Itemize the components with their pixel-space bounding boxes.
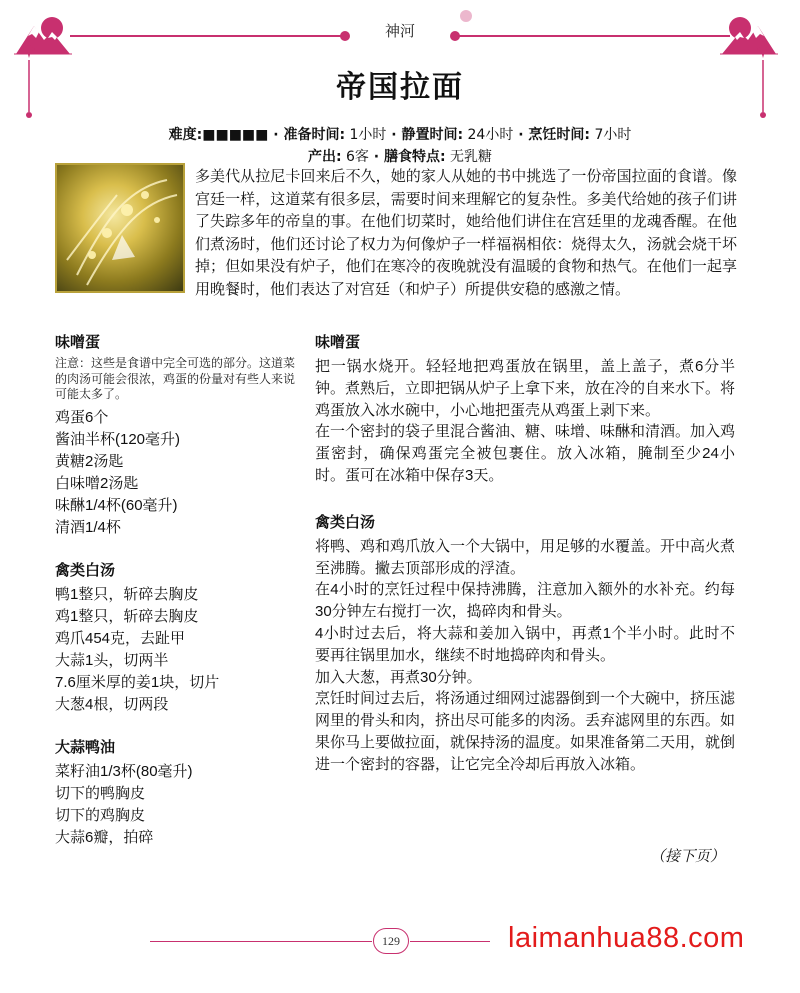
yield-value: 6客 — [341, 149, 369, 165]
ingredients-oil-title: 大蒜鸭油 — [55, 738, 116, 756]
ingredient-item: 酱油半杯(120毫升) — [55, 430, 181, 448]
prep-time-label: · 准备时间: — [268, 127, 346, 143]
prep-time-value: 1小时 — [345, 127, 387, 143]
ingredient-item: 鸭1整只，斩碎去胸皮 — [55, 585, 199, 603]
ingredient-item: 味醂1/4杯(60毫升) — [55, 496, 178, 514]
difficulty-rating: ■■■■■ — [202, 127, 269, 143]
directions-broth-title: 禽类白汤 — [315, 513, 376, 531]
direction-paragraph: 把一锅水烧开。轻轻地把鸡蛋放在锅里，盖上盖子，煮6分半钟。煮熟后，立即把锅从炉子上拿下来，放在冷的自来水下。将鸡蛋放入冰水碗中，小心地把蛋壳从鸡蛋上剥下来。 — [315, 358, 736, 419]
direction-paragraph: 4小时过去后，将大蒜和姜加入锅中，再煮1个半小时。此时不要再往锅里加水，继续不时地捣碎肉和骨头。 — [315, 624, 735, 664]
ingredient-item: 大葱4根，切两段 — [55, 695, 169, 713]
continued-note: （接下页） — [649, 847, 725, 865]
ingredient-item: 鸡蛋6个 — [55, 408, 109, 426]
ingredient-item: 7.6厘米厚的姜1块，切片 — [55, 673, 220, 691]
ingredients-egg-note: 注意：这些是食谱中完全可选的部分。这道菜的肉汤可能会很浓，鸡蛋的份量对有些人来说可能太多了。 — [55, 356, 296, 401]
rest-time-value: 24小时 — [463, 127, 514, 143]
yield-label: 产出: — [307, 149, 342, 165]
site-watermark: laimanhua88.com — [508, 922, 745, 954]
ingredient-item: 菜籽油1/3杯(80毫升) — [55, 762, 193, 780]
recipe-intro: 多美代从拉尼卡回来后不久，她的家人从她的书中挑选了一份帝国拉面的食谱。像宫廷一样，这道菜有很多层，需要时间来理解它的复杂性。多美代给她的孩子们讲了失踪多年的帝皇的事。在他们切菜时，她给他们讲住在宫廷里的龙魂香醒。在他们煮汤时，他们还讨论了权力为何像炉子一样福祸相依：烧得太久，汤就会烧干坏掉；但如果没有炉子，他们在寒冷的夜晚就没有温暖的食物和热气。在他们一起享用晚餐时，他们表达了对宫廷（和炉子）所提供安稳的感激之情。 — [195, 167, 737, 298]
recipe-title: 帝国拉面 — [336, 70, 464, 105]
ingredient-item: 清酒1/4杯 — [55, 518, 121, 536]
direction-paragraph: 烹饪时间过去后，将汤通过细网过滤器倒到一个大碗中，挤压滤网里的骨头和肉，挤出尽可能多的肉汤。丢弃滤网里的东西。如果你马上要做拉面，就保持汤的温度。如果准备第二天用，就倒进一个密封的容器，让它完全冷却后再放入冰箱。 — [315, 690, 736, 773]
directions-column — [315, 333, 735, 776]
direction-paragraph: 将鸭、鸡和鸡爪放入一个大锅中，用足够的水覆盖。开中高火煮至沸腾。撇去顶部形成的浮渣。 — [315, 537, 736, 577]
ingredient-item: 黄糖2汤匙 — [55, 452, 124, 470]
difficulty-label: 难度: — [168, 127, 203, 143]
chapter-title: 神河 — [384, 22, 415, 40]
ingredient-item: 大蒜6瓣，拍碎 — [55, 828, 154, 846]
recipe-meta-line1 — [0, 124, 800, 144]
cook-time-label: · 烹饪时间: — [513, 127, 591, 143]
rest-time-label: · 静置时间: — [386, 127, 464, 143]
dietary-value: 无乳糖 — [445, 149, 493, 165]
ingredient-item: 白味噌2汤匙 — [55, 474, 139, 492]
direction-paragraph: 在4小时的烹饪过程中保持沸腾，注意加入额外的水补充。约每30分钟左右搅打一次，捣碎肉和骨头。 — [315, 581, 735, 621]
ingredient-item: 鸡1整只，斩碎去胸皮 — [55, 607, 199, 625]
direction-paragraph: 在一个密封的袋子里混合酱油、糖、味增、味醂和清酒。加入鸡蛋密封，确保鸡蛋完全被包裹住。放入冰箱，腌制至少24小时。蛋可在冰箱中保存3天。 — [315, 423, 736, 484]
header-ornament-dot — [460, 10, 472, 22]
header-rule-left — [70, 35, 345, 37]
ingredient-item: 鸡爪454克，去趾甲 — [55, 629, 186, 647]
header-rule-right — [455, 35, 730, 37]
ingredients-column — [55, 333, 300, 849]
ingredients-egg-title: 味噌蛋 — [55, 334, 101, 351]
footer-rule-right — [410, 941, 490, 942]
ingredients-broth-title: 禽类白汤 — [55, 561, 116, 579]
footer-rule-left — [150, 941, 372, 942]
ingredient-item: 大蒜1头，切两半 — [55, 651, 169, 669]
dietary-label: · 膳食特点: — [368, 149, 446, 165]
cook-time-value: 7小时 — [590, 127, 632, 143]
ingredient-item: 切下的鸭胸皮 — [55, 784, 146, 802]
direction-paragraph: 加入大葱，再煮30分钟。 — [315, 668, 482, 686]
ingredient-item: 切下的鸡胸皮 — [55, 806, 146, 824]
directions-egg-title: 味噌蛋 — [315, 334, 361, 351]
page-number: 129 — [373, 928, 409, 954]
